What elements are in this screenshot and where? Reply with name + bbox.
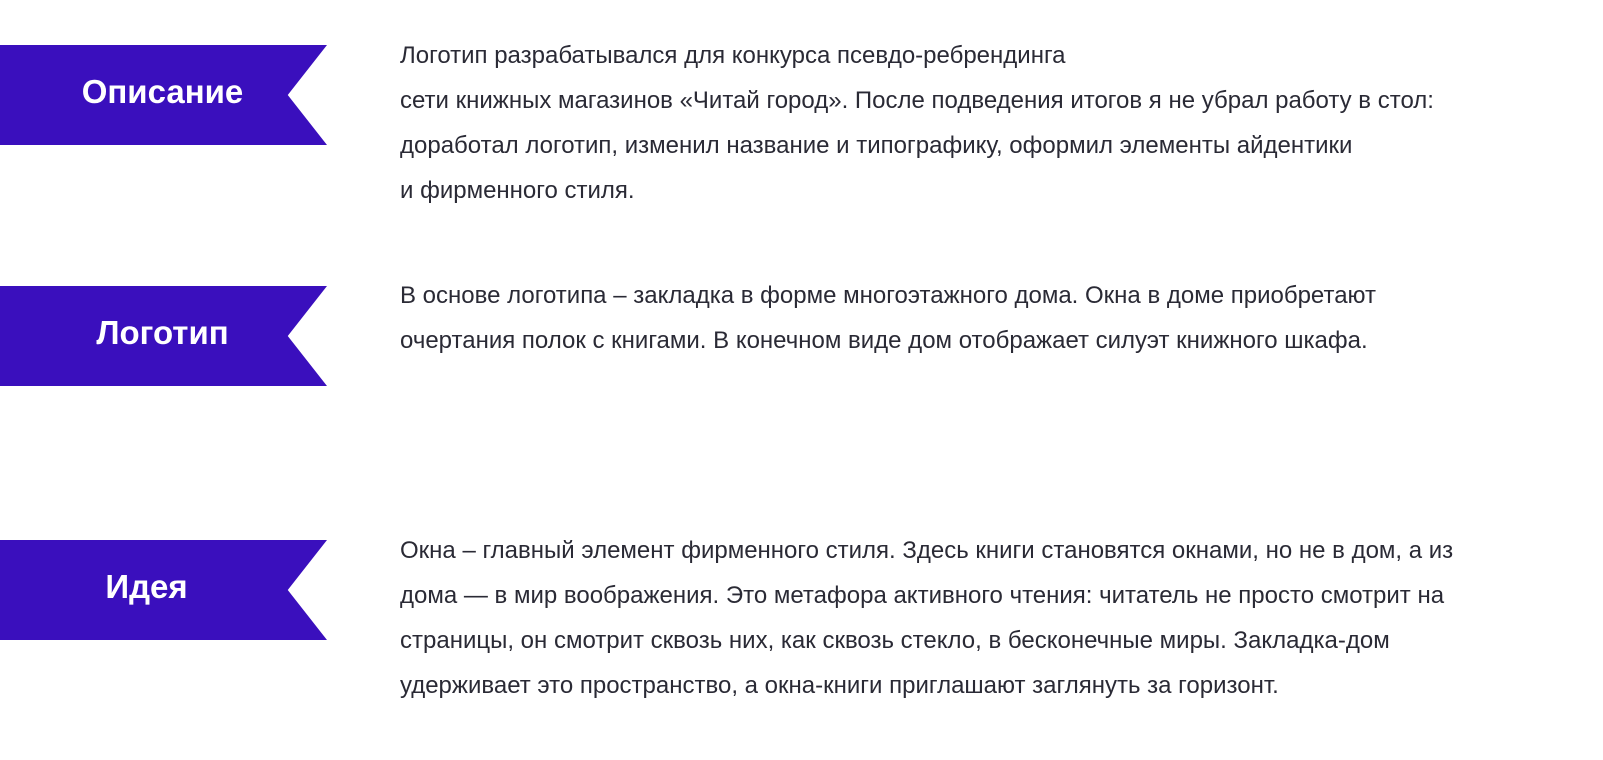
ribbon-label-idea: Идея <box>105 568 188 605</box>
ribbon-label-description: Описание <box>81 73 244 110</box>
idea-text: Окна – главный элемент фирменного стиля. Здесь книги становятся окнами, но не в дом, а из дома — в мир воображения. Это метафора активного чтения: читатель не просто смотрит на страницы, он смотрит сквозь них, как сквозь стекло, в бесконечные миры. Закладка-дом удерживает это пространство, а окна-книги приглашают заглянуть за горизонт. <box>400 537 1454 699</box>
ribbon-label-logo: Логотип <box>96 314 229 351</box>
description-text: Логотип разрабатывался для конкурса псевдо-ребрендинга сети книжных магазинов «Читай город». После подведения итогов я не убрал работу в стол: доработал логотип, изменил название и типографику, оформил элементы айдентики и фирменного стиля. <box>400 42 1434 204</box>
logo-text: В основе логотипа – закладка в форме многоэтажного дома. Окна в доме приобретают очертания полок с книгами. В конечном виде дом отображает силуэт книжного шкафа. <box>400 282 1377 354</box>
